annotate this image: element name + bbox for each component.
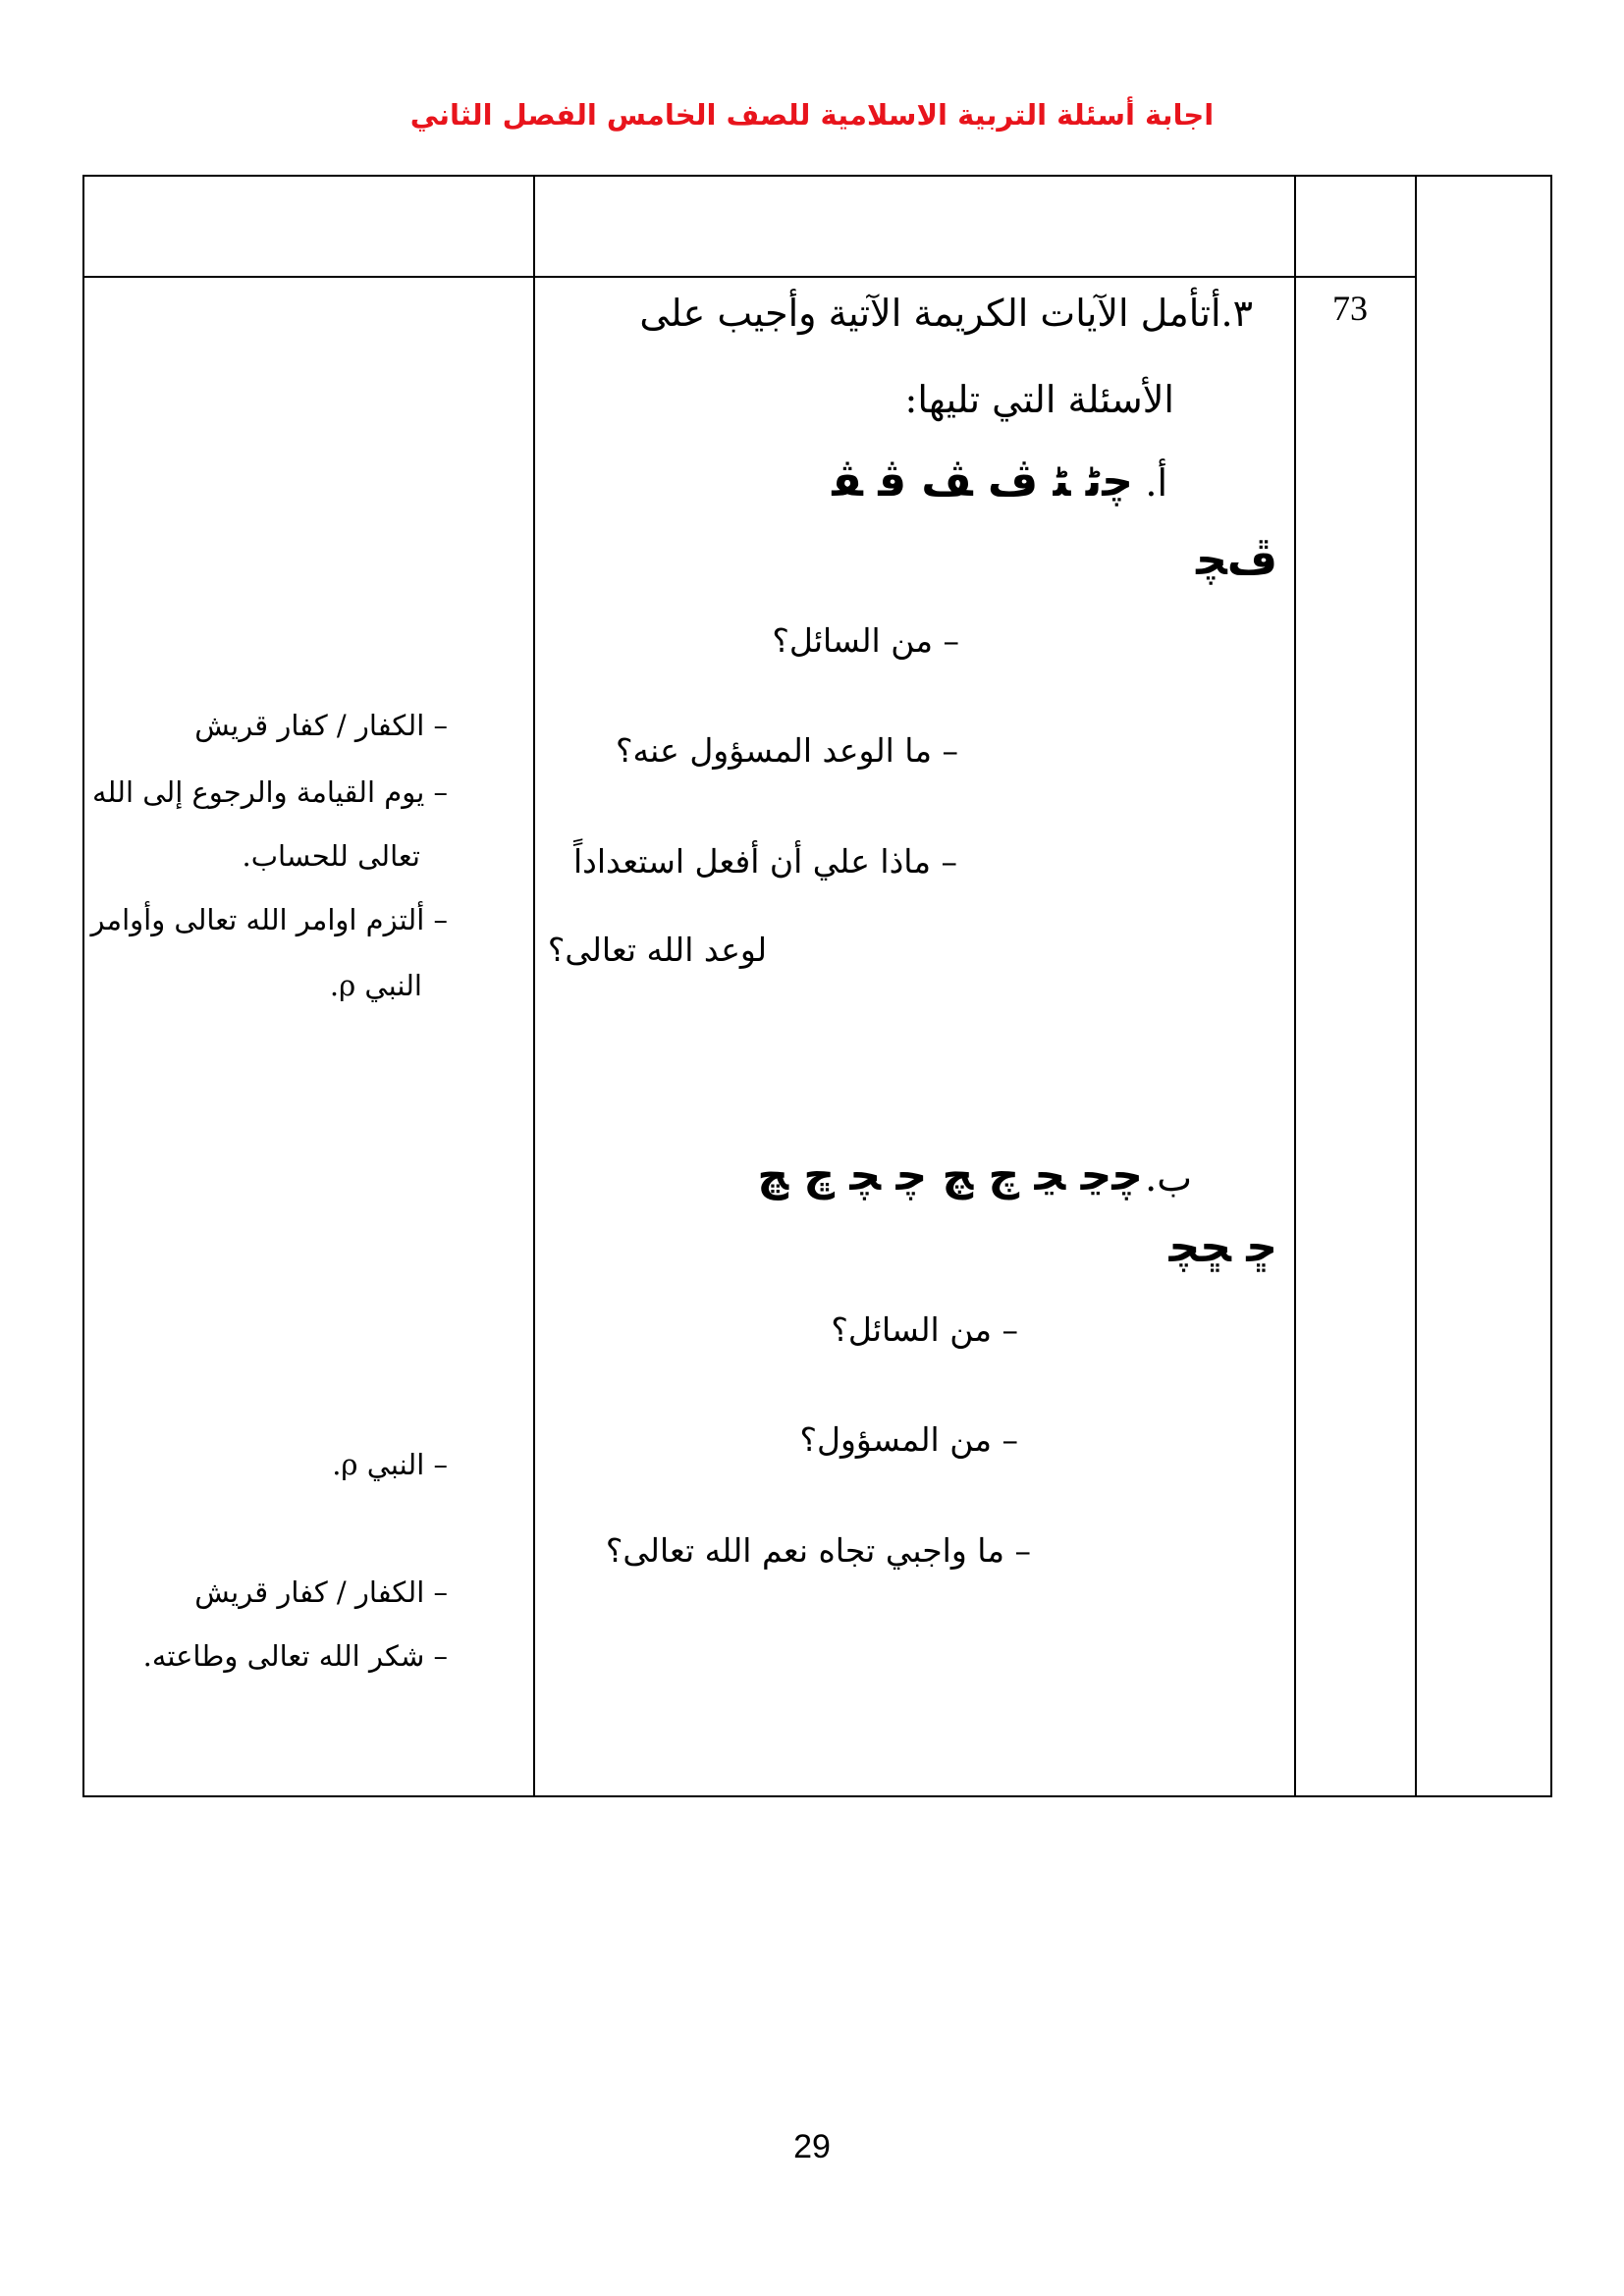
column-divider-3 — [1415, 175, 1417, 1797]
page-number: 29 — [793, 2128, 831, 2165]
verse-b-line-2: ﮀ ﮁﭽ — [1168, 1222, 1277, 1272]
verse-a-line-1: ﭼﭨ ﭩ ﭪ ﭫ ﭬ ﭭ — [832, 456, 1133, 507]
part-a-question-1: – من السائل؟ — [772, 621, 959, 660]
question-line-1: ٣.أتأمل الآيات الكريمة الآتية وأجيب على — [639, 292, 1253, 335]
part-b-answer-2: – الكفار / كفار قريش — [194, 1575, 448, 1609]
table-top-border — [82, 175, 1552, 177]
part-b-answer-3: – شكر الله تعالى وطاعته. — [142, 1639, 448, 1673]
part-b-question-1: – من السائل؟ — [831, 1310, 1018, 1349]
part-a-question-3-line-2: لوعد الله تعالى؟ — [547, 931, 767, 969]
part-a-answer-3-line-1: – ألتزم اوامر الله تعالى وأوامر — [90, 903, 448, 936]
verse-b-line-1: ﭼﭸ ﭹ ﭺ ﭻ ﭼ ﭽ ﭾ ﭿ — [757, 1150, 1143, 1201]
part-a-answer-3-line-2: النبي ρ. — [329, 969, 422, 1002]
table-left-border — [82, 175, 84, 1797]
table-right-border — [1550, 175, 1552, 1797]
page-reference: 73 — [1332, 289, 1368, 328]
verse-a-line-2: ﭮﭽ — [1196, 535, 1277, 585]
part-b-question-3: – ما واجبي تجاه نعم الله تعالى؟ — [605, 1531, 1031, 1570]
table-bottom-border — [82, 1795, 1552, 1797]
part-b-answer-1: – النبي ρ. — [332, 1448, 448, 1481]
column-divider-1 — [533, 175, 535, 1797]
part-b-label: ب. — [1145, 1156, 1192, 1200]
part-a-answer-2-line-1: – يوم القيامة والرجوع إلى الله — [91, 775, 448, 809]
part-a-question-2: – ما الوعد المسؤول عنه؟ — [615, 731, 958, 770]
part-a-label: أ. — [1145, 461, 1167, 505]
part-a-answer-2-line-2: تعالى للحساب. — [242, 839, 420, 873]
part-b-question-2: – من المسؤول؟ — [799, 1420, 1018, 1459]
part-a-answer-1: – الكفار / كفار قريش — [194, 709, 448, 742]
question-line-2: الأسئلة التي تليها: — [904, 378, 1174, 421]
column-divider-2 — [1294, 175, 1296, 1797]
table-header-row-divider — [82, 276, 1417, 278]
part-a-question-3-line-1: – ماذا علي أن أفعل استعداداً — [573, 842, 957, 881]
page-header-title: اجابة أسئلة التربية الاسلامية للصف الخامس الفصل الثاني — [409, 98, 1215, 132]
